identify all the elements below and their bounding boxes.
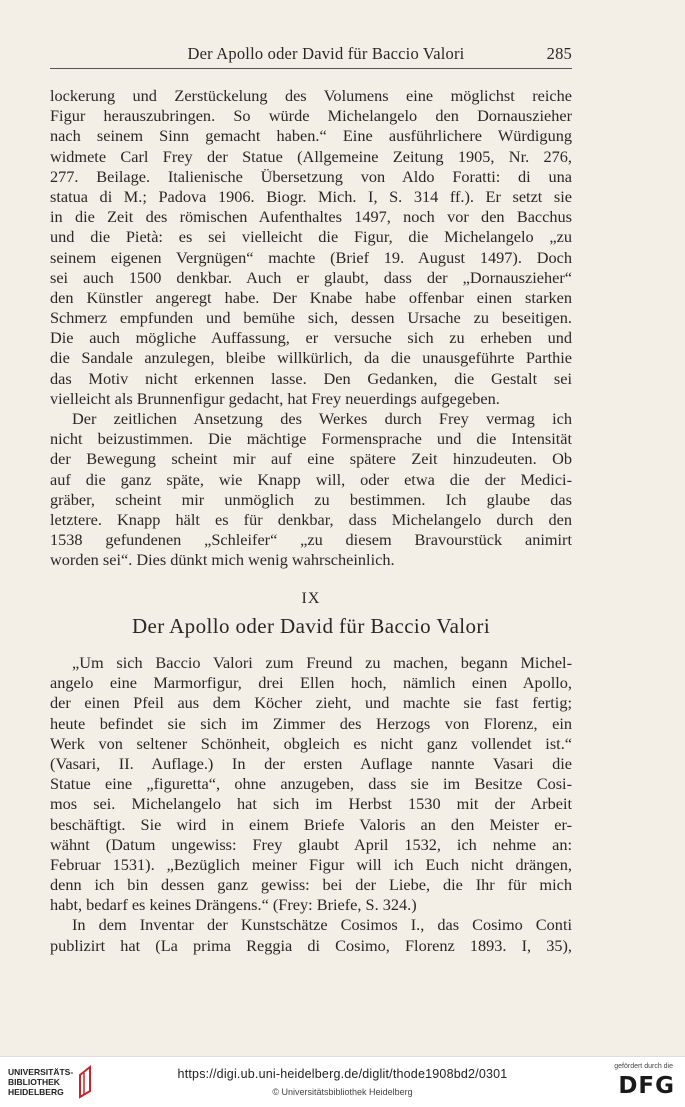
text-line: In dem Inventar der Kunstschätze Cosimos I., das Cosimo Conti xyxy=(72,915,572,935)
text-line: 1538 gefundenen „Schleifer“ „zu diesem Bravourstück animirt xyxy=(50,530,572,550)
text-line: angelo eine Marmorfigur, drei Ellen hoch, nämlich einen Apollo, xyxy=(50,673,572,693)
text-line: nicht beizustimmen. Die mächtige Formensprache und die Intensität xyxy=(50,429,572,449)
dfg-logo: DFG xyxy=(618,1073,675,1099)
paragraph-1 xyxy=(50,86,572,409)
viewer-footer xyxy=(0,1056,685,1107)
text-line: Der zeitlichen Ansetzung des Werkes durch Frey vermag ich xyxy=(72,409,572,428)
text-line: und die Pietà: es sei vielleicht die Figur, die Michelangelo „zu xyxy=(50,227,572,247)
text-line: den Künstler angeregt habe. Der Knabe habe offenbar einen starken xyxy=(50,287,572,307)
library-name: UNIVERSITÄTS- BIBLIOTHEK HEIDELBERG xyxy=(8,1067,74,1097)
text-line: vielleicht als Brunnenfigur gedacht, hat Frey neuerdings aufgegeben. xyxy=(50,388,500,408)
text-line: „Um sich Baccio Valori zum Freund zu machen, begann Michel- xyxy=(72,653,572,672)
paragraph-3 xyxy=(50,653,572,915)
text-line: in die Zeit des römischen Aufenthaltes 1497, noch vor den Bacchus xyxy=(50,207,572,227)
paragraph-4 xyxy=(50,915,572,955)
chapter-number: IX xyxy=(301,590,321,607)
text-line: beschäftigt. Sie wird in einem Briefe Valoris an den Meister er- xyxy=(50,814,572,834)
text-line: widmete Carl Frey der Statue (Allgemeine Zeitung 1905, Nr. 276, xyxy=(50,146,572,166)
text-line: lockerung und Zerstückelung des Volumens eine möglichst reiche xyxy=(50,86,572,105)
text-line: die Sandale anzulegen, bleibe willkürlich, da die unausgeführte Parthie xyxy=(50,348,572,368)
text-line: statua di M.; Padova 1906. Biogr. Mich. I, S. 314 ff.). Er setzt sie xyxy=(50,186,572,206)
body-text-bottom xyxy=(50,653,572,956)
text-line: gräber, scheint mir unmöglich zu bestimmen. Ich glaube das xyxy=(50,489,572,509)
text-line: Statue eine „figuretta“, ohne anzugeben, dass sie im Besitze Cosi- xyxy=(50,774,572,794)
text-line: wähnt (Datum ungewiss: Frey glaubt April 1532, ich nehme an: xyxy=(50,834,572,854)
header-rule xyxy=(50,68,572,69)
text-line: worden sei“. Dies dünkt mich wenig wahrscheinlich. xyxy=(50,550,395,570)
text-line: heute befindet sie sich im Zimmer des Herzogs von Florenz, ein xyxy=(50,713,572,733)
copyright-notice: © Universitätsbibliothek Heidelberg xyxy=(272,1087,413,1097)
text-line: (Vasari, II. Auflage.) In der ersten Auflage nannte Vasari die xyxy=(50,753,572,773)
text-line: Schmerz empfunden und bemühe sich, dessen Ursache zu beseitigen. xyxy=(50,308,572,328)
permalink-url[interactable]: https://digi.ub.uni-heidelberg.de/diglit/thode1908bd2/0301 xyxy=(177,1067,508,1081)
text-line: Die auch mögliche Auffassung, er versuche sich zu erheben und xyxy=(50,328,572,348)
text-line: nach seinem Sinn gemacht haben.“ Eine ausführlichere Würdigung xyxy=(50,126,572,146)
running-title: Der Apollo oder David für Baccio Valori xyxy=(187,44,465,63)
chapter-title: Der Apollo oder David für Baccio Valori xyxy=(131,614,491,638)
text-line: Werk von seltener Schönheit, obgleich es nicht ganz vollendet ist.“ xyxy=(50,733,572,753)
text-line: das Motiv nicht erkennen lasse. Den Gedanken, die Gestalt sei xyxy=(50,368,572,388)
funded-by-label: gefördert durch die xyxy=(614,1063,673,1070)
text-line: auf die ganz späte, wie Knapp will, oder etwa die der Medici- xyxy=(50,469,572,489)
text-line: letztere. Knapp hält es für denkbar, dass Michelangelo durch den xyxy=(50,509,572,529)
text-line: mos sei. Michelangelo hat sich im Herbst 1530 mit der Arbeit xyxy=(50,794,572,814)
paragraph-2 xyxy=(50,409,572,571)
text-line: Februar 1531). „Bezüglich meiner Figur will ich Euch nicht drängen, xyxy=(50,854,572,874)
text-line: publizirt hat (La prima Reggia di Cosimo, Florenz 1893. I, 35), xyxy=(50,935,572,955)
text-line: 277. Beilage. Italienische Übersetzung von Aldo Foratti: di una xyxy=(50,166,572,186)
text-line: der einen Pfeil aus dem Köcher zieht, und machte sie fast fertig; xyxy=(50,693,572,713)
page-number: 285 xyxy=(546,44,572,63)
body-text-top xyxy=(50,86,572,571)
text-line: sei auch 1500 denkbar. Auch er glaubt, dass der „Dornauszieher“ xyxy=(50,267,572,287)
text-line: seinem eigenen Vergnügen“ machte (Brief 19. August 1497). Doch xyxy=(50,247,572,267)
running-head xyxy=(50,44,572,68)
text-line: Figur herauszubringen. So würde Michelangelo den Dornauszieher xyxy=(50,106,572,126)
text-line: habt, bedarf es keines Drängens.“ (Frey: Briefe, S. 324.) xyxy=(50,895,417,915)
text-line: denn ich bin dessen ganz gewiss: bei der Liebe, die Ihr für mich xyxy=(50,875,572,895)
text-line: der Bewegung scheint mir auf eine spätere Zeit hinzudeuten. Ob xyxy=(50,449,572,469)
